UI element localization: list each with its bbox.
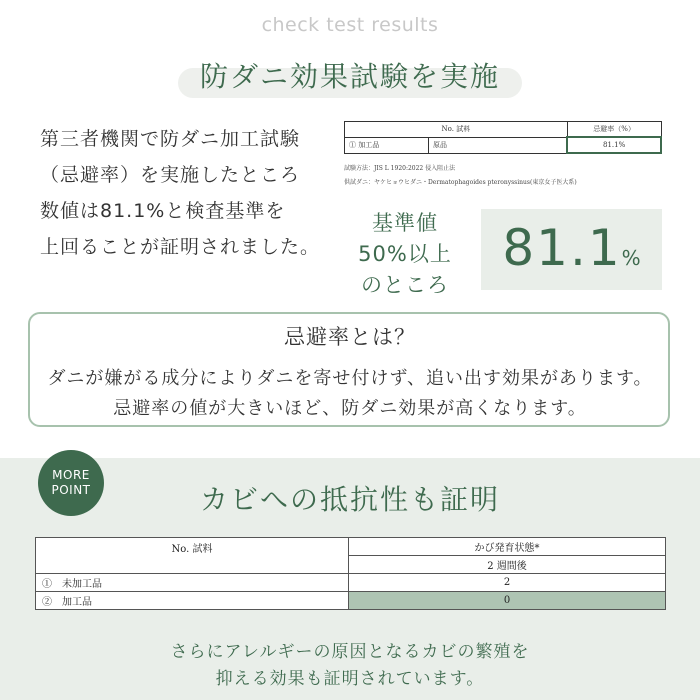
result-unit: % — [621, 246, 641, 270]
scan-note-method: 試験方法：JIS L 1920:2022 侵入阻止法 — [344, 165, 456, 172]
badge-line-2: POINT — [51, 483, 91, 497]
info-line-1: ダニが嫌がる成分によりダニを寄せ付けず、追い出す効果があります。 — [47, 368, 653, 389]
description-line-4: 上回ることが証明されました。 — [40, 236, 321, 258]
mold-header-status: かび発育状態* — [349, 538, 666, 556]
mold-row-value: 2 — [349, 574, 666, 592]
test-report-scan — [344, 121, 666, 197]
standard-label: 基準値 — [372, 211, 438, 235]
footer-line-1: さらにアレルギーの原因となるカビの繁殖を — [170, 642, 530, 662]
result-value — [481, 219, 662, 277]
scan-header-rate: 忌避率（%） — [567, 122, 661, 138]
mold-row-value-highlight: 0 — [349, 592, 666, 610]
table-row — [36, 574, 666, 592]
scan-row-no: ① 加工品 — [345, 137, 429, 153]
mold-row-label: ② 加工品 — [36, 592, 349, 610]
scan-row-label: 原品 — [429, 137, 568, 153]
badge-line-1: MORE — [52, 468, 90, 482]
table-row — [36, 592, 666, 610]
mold-row-label: ① 未加工品 — [36, 574, 349, 592]
info-title: 忌避率とは？ — [284, 325, 416, 349]
section-eyebrow: check test results — [261, 14, 439, 36]
mold-results-table — [35, 537, 666, 610]
footer-line-2: 抑える効果も証明されています。 — [215, 669, 485, 689]
description-line-3: 数値は81.1%と検査基準を — [40, 200, 286, 222]
result-number: 81.1 — [502, 219, 622, 277]
scan-header-sample: No. 試料 — [345, 122, 568, 138]
standard-value: 50%以上 — [358, 242, 452, 266]
info-line-2: 忌避率の値が大きいほど、防ダニ効果が高くなります。 — [113, 398, 587, 419]
page-title: 防ダニ効果試験を実施 — [199, 60, 500, 93]
description-line-1: 第三者機関で防ダニ加工試験 — [40, 128, 301, 150]
mold-subheader: 2 週間後 — [349, 556, 666, 574]
scan-note-mite: 供試ダニ：ヤケヒョウヒダニ・Dermatophagoides pteronyssinus(東京女子医大系) — [344, 179, 577, 186]
mold-header-sample: No. 試料 — [36, 538, 349, 574]
description-line-2: （忌避率）を実施したところ — [40, 164, 301, 186]
scan-row-value: 81.1% — [567, 137, 661, 153]
standard-suffix: のところ — [361, 273, 449, 297]
mold-title: カビへの抵抗性も証明 — [199, 483, 500, 516]
